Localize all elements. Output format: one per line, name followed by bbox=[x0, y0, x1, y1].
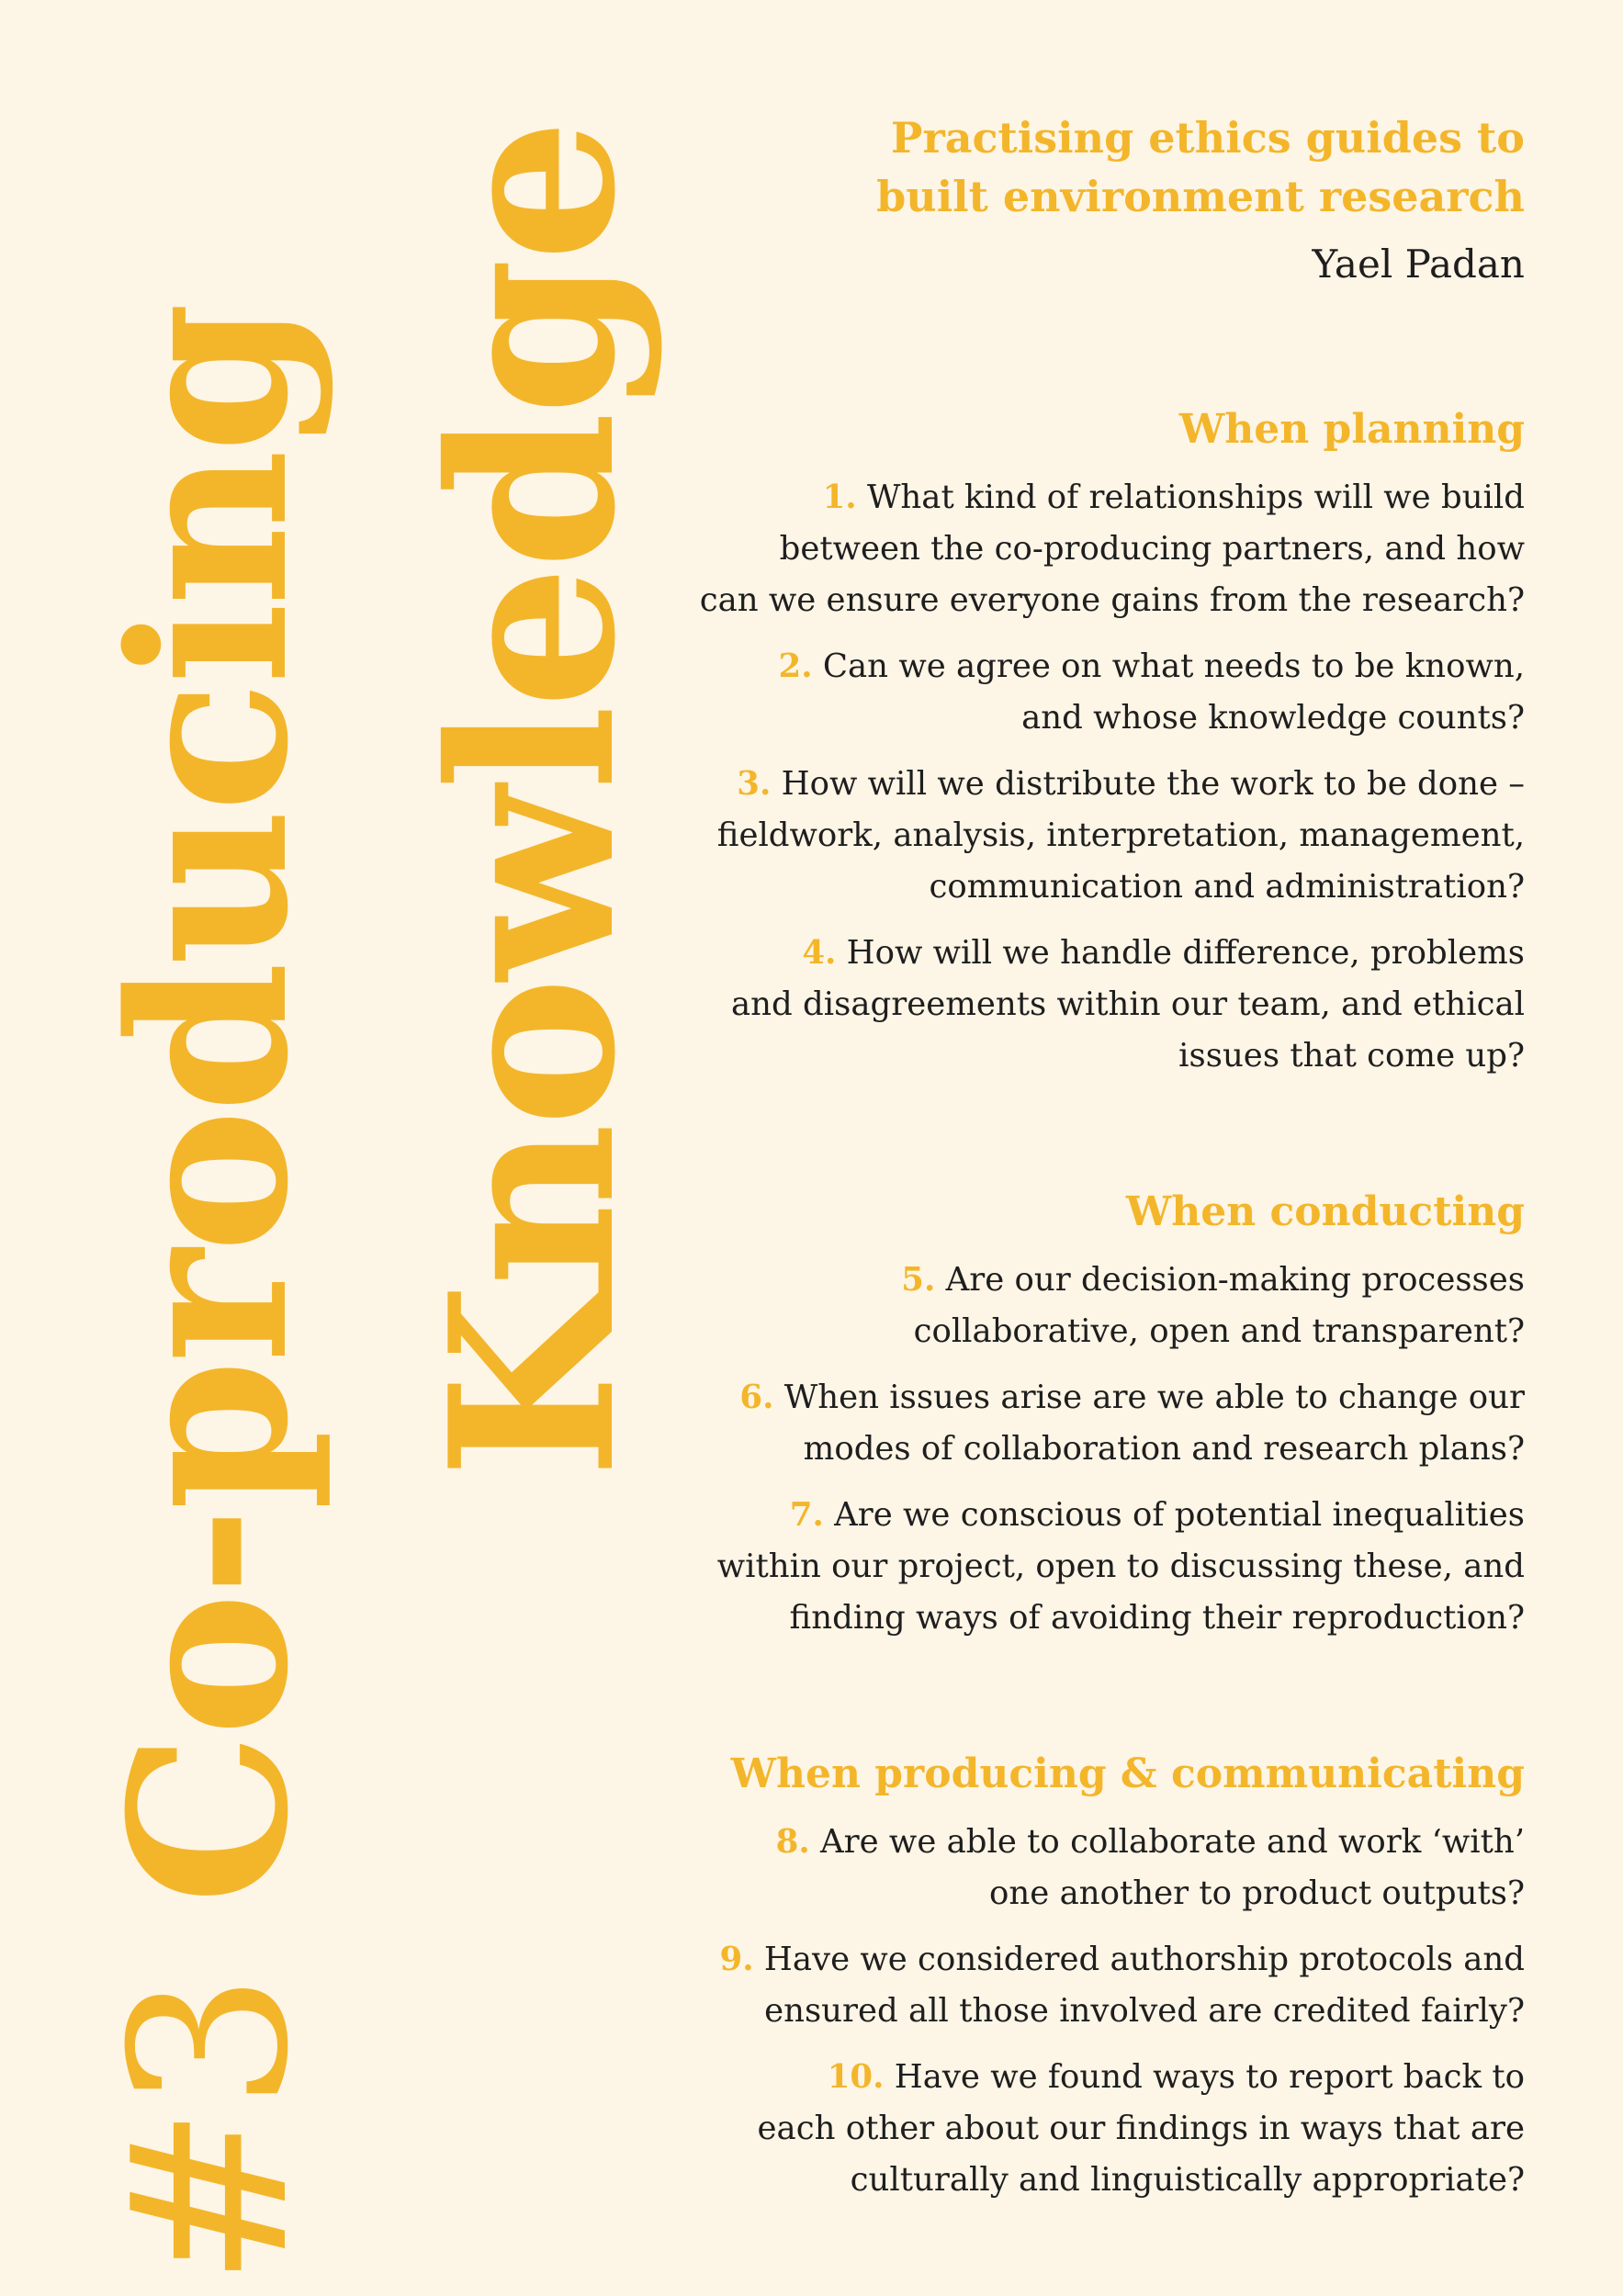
guide-title-line: Practising ethics guides to bbox=[890, 113, 1525, 163]
question-number: 2. bbox=[778, 647, 813, 685]
question-line: Are we able to collaborate and work ‘with’ bbox=[820, 1823, 1525, 1861]
question-line: Can we agree on what needs to be known, bbox=[822, 647, 1525, 685]
question-line: fieldwork, analysis, interpretation, management, bbox=[716, 816, 1525, 854]
question-line: When issues arise are we able to change our bbox=[783, 1379, 1525, 1416]
question-number: 5. bbox=[901, 1261, 936, 1299]
question-number: 7. bbox=[789, 1496, 824, 1534]
title-co-producing: Co-producing bbox=[83, 305, 336, 1976]
title-number: #3 bbox=[85, 1975, 336, 2287]
question-number: 8. bbox=[775, 1823, 810, 1861]
section-heading: When conducting bbox=[1125, 1188, 1525, 1235]
guide-title-line: built environment research bbox=[876, 172, 1525, 221]
question-number: 6. bbox=[739, 1379, 774, 1416]
content-column bbox=[661, 108, 1525, 2206]
question-item bbox=[661, 2052, 1525, 2206]
question-line: ensured all those involved are credited fairly? bbox=[764, 1992, 1525, 2030]
question-line: each other about our findings in ways that are bbox=[757, 2110, 1525, 2147]
question-number: 9. bbox=[719, 1941, 754, 1978]
question-line: within our project, open to discussing these, and bbox=[716, 1548, 1525, 1585]
question-number: 1. bbox=[822, 478, 857, 516]
question-line: collaborative, open and transparent? bbox=[913, 1312, 1525, 1350]
question-line: can we ensure everyone gains from the research? bbox=[699, 581, 1525, 619]
question-line: modes of collaboration and research plans? bbox=[803, 1430, 1525, 1468]
question-number: 3. bbox=[737, 765, 772, 803]
question-item bbox=[661, 1490, 1525, 1644]
guide-title bbox=[661, 108, 1525, 226]
question-line: Are we conscious of potential inequalities bbox=[834, 1496, 1525, 1534]
question-number: 4. bbox=[802, 934, 837, 972]
question-number: 10. bbox=[827, 2058, 885, 2096]
section-planning bbox=[661, 402, 1525, 1082]
section-producing-communicating bbox=[661, 1747, 1525, 2206]
section-heading: When producing & communicating bbox=[730, 1750, 1525, 1797]
section-conducting bbox=[661, 1185, 1525, 1644]
author: Yael Padan bbox=[1312, 242, 1525, 287]
question-item bbox=[661, 928, 1525, 1082]
question-line: issues that come up? bbox=[1178, 1037, 1525, 1075]
question-line: How will we handle difference, problems bbox=[846, 934, 1525, 972]
question-line: What kind of relationships will we build bbox=[866, 478, 1525, 516]
vertical-title-line-2: Knowledge bbox=[400, 122, 665, 1479]
question-line: Are our decision-making processes bbox=[945, 1261, 1525, 1299]
vertical-title-line-1 bbox=[72, 306, 349, 2287]
question-item bbox=[661, 641, 1525, 744]
question-line: How will we distribute the work to be done – bbox=[781, 765, 1525, 803]
question-item bbox=[661, 1817, 1525, 1919]
question-item bbox=[661, 1934, 1525, 2037]
question-line: Have we considered authorship protocols and bbox=[763, 1941, 1525, 1978]
question-line: finding ways of avoiding their reproduction? bbox=[789, 1599, 1525, 1637]
question-line: communication and administration? bbox=[929, 868, 1525, 906]
question-line: Have we found ways to report back to bbox=[894, 2058, 1525, 2096]
question-item bbox=[661, 472, 1525, 626]
question-line: culturally and linguistically appropriate? bbox=[850, 2161, 1525, 2199]
question-line: one another to product outputs? bbox=[989, 1874, 1525, 1912]
question-line: and whose knowledge counts? bbox=[1021, 699, 1525, 737]
question-line: and disagreements within our team, and ethical bbox=[731, 985, 1525, 1023]
question-item bbox=[661, 1372, 1525, 1475]
question-item bbox=[661, 1255, 1525, 1357]
question-line: between the co-producing partners, and how bbox=[779, 530, 1525, 568]
section-heading: When planning bbox=[1178, 406, 1525, 453]
question-item bbox=[661, 759, 1525, 913]
